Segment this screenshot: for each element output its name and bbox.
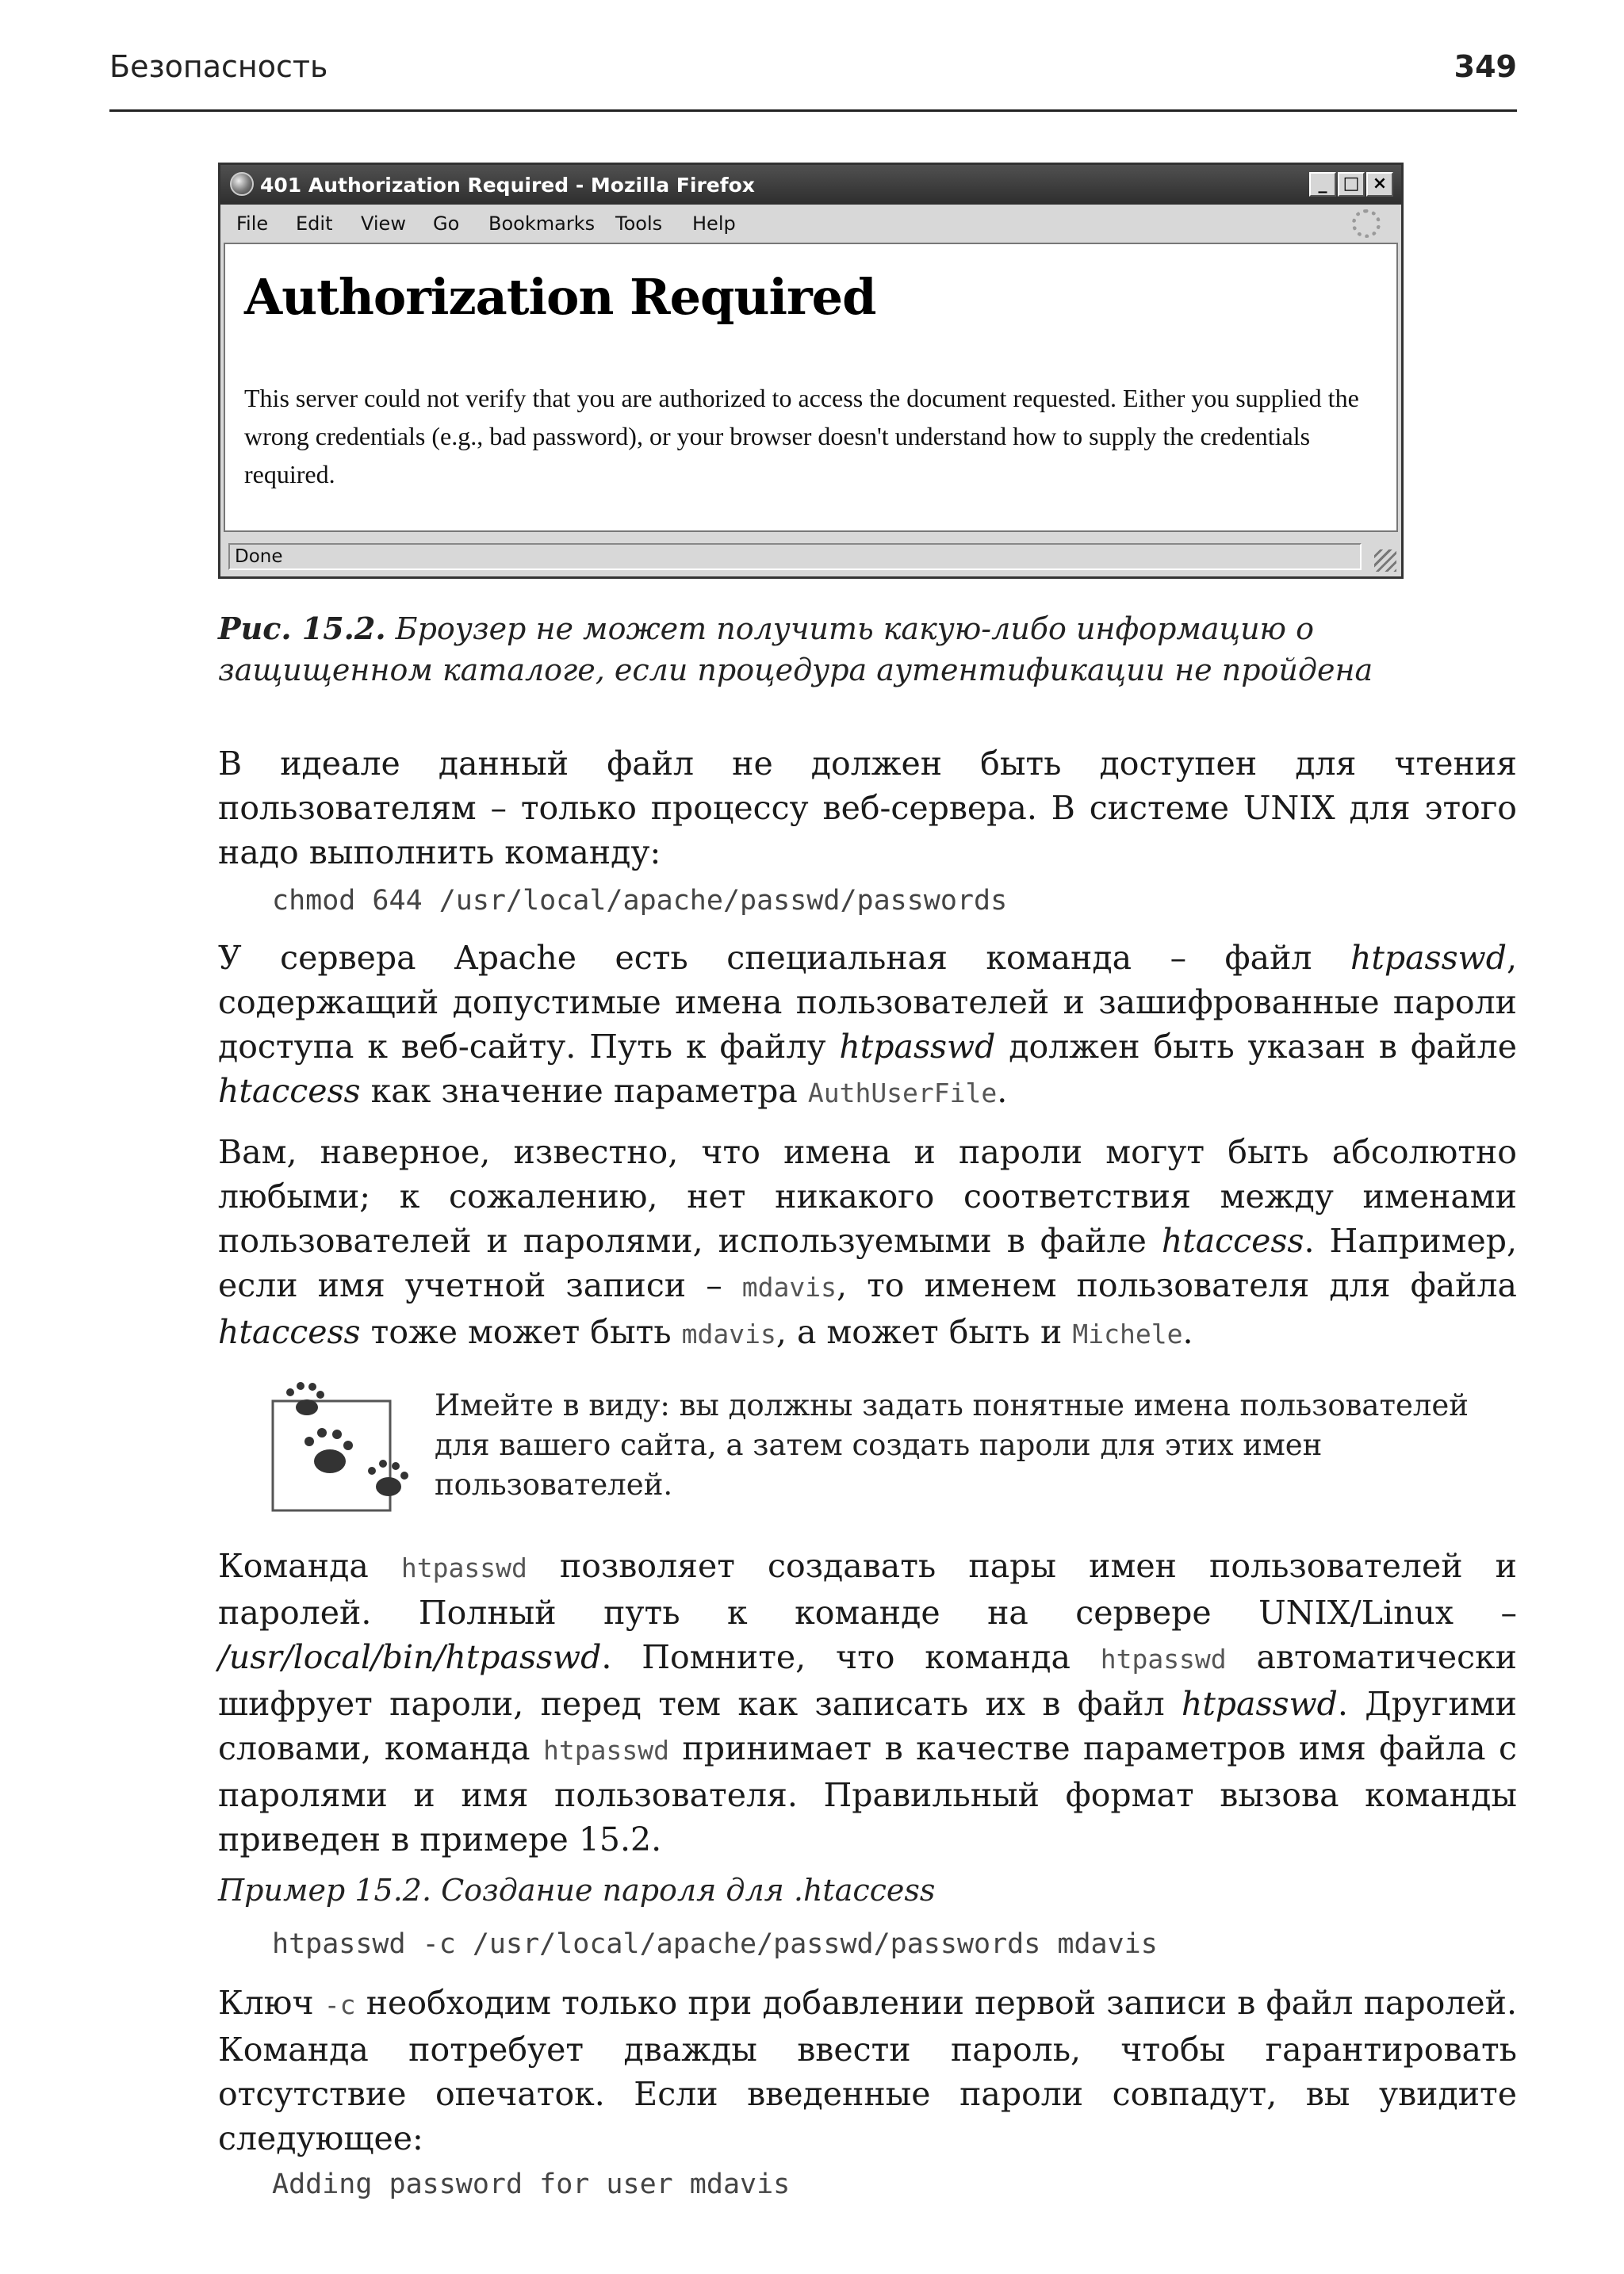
code-htpasswd: htpasswd -c /usr/local/apache/passwd/passwords mdavis	[272, 1928, 1158, 1960]
example-title: Пример 15.2. Создание пароля для .htaccess	[218, 1873, 936, 1908]
text: , а может быть и	[776, 1313, 1073, 1351]
throbber-icon	[1352, 209, 1381, 238]
menu-tools[interactable]: Tools	[615, 212, 663, 235]
text: У сервера Apache есть специальная команда – файл	[218, 939, 1350, 977]
inline-code: Michele	[1072, 1319, 1183, 1349]
path: /usr/local/bin/htpasswd	[218, 1638, 602, 1676]
text: . Например, если имя учетной записи –	[218, 1222, 1517, 1304]
title-bar	[220, 165, 1401, 205]
text: .	[1182, 1313, 1193, 1351]
text: . Помните, что команда	[601, 1638, 1101, 1676]
window-title: 401 Authorization Required - Mozilla Firefox	[260, 174, 755, 197]
figure-caption	[218, 608, 1487, 691]
menu-go[interactable]: Go	[433, 212, 460, 235]
menu-help[interactable]: Help	[692, 212, 736, 235]
menu-bar	[220, 205, 1401, 243]
inline-code: htpasswd	[400, 1552, 527, 1583]
menu-file[interactable]: File	[236, 212, 269, 235]
text: Вам, наверное, известно, что имена и пароли могут быть абсолютно любыми; к сожалению, нет никакого соответствия между именами пользователей и паролями, используемыми в файле	[218, 1133, 1517, 1260]
window-controls	[1308, 172, 1393, 197]
text: . Другими словами, команда	[218, 1685, 1517, 1767]
paragraph-5	[218, 1981, 1517, 2161]
minimize-button[interactable]: _	[1309, 172, 1336, 197]
menu-view[interactable]: View	[361, 212, 406, 235]
note-text: Имейте в виду: вы должны задать понятные имена пользователей для вашего сайта, а затем создать пароли для этих имен пользователей.	[435, 1388, 1469, 1502]
menu-edit[interactable]: Edit	[296, 212, 333, 235]
code-chmod: chmod 644 /usr/local/apache/passwd/passwords	[272, 885, 1008, 917]
page-content	[224, 243, 1398, 532]
menu-bookmarks[interactable]: Bookmarks	[488, 212, 596, 235]
page-number: 349	[1454, 49, 1517, 84]
status-text: Done	[228, 543, 1362, 570]
inline-code: AuthUserFile	[807, 1078, 998, 1108]
filename: htpasswd	[1181, 1685, 1338, 1723]
inline-code: mdavis	[741, 1272, 837, 1303]
inline-code: htpasswd	[1100, 1644, 1227, 1675]
running-header	[109, 49, 1517, 112]
filename: htpasswd	[1350, 939, 1507, 977]
figure-caption-text: Броузер не может получить какую-либо информацию о защищенном каталоге, если процедура аутентификации не пройдена	[218, 611, 1373, 687]
inline-code: htpasswd	[543, 1735, 669, 1766]
paragraph-3	[218, 1130, 1517, 1357]
text: Команда	[218, 1547, 401, 1585]
paw-prints-icon	[270, 1376, 420, 1514]
browser-screenshot	[218, 163, 1404, 579]
filename: htpasswd	[839, 1028, 996, 1066]
error-message: This server could not verify that you are authorized to access the document requested. Either you supplied the wrong credentials (e.g., bad password), or your browser doesn't understand how to supply the credentials required.	[244, 384, 1359, 488]
figure-label: Рис. 15.2.	[218, 611, 386, 646]
section-title: Безопасность	[109, 49, 328, 84]
close-button[interactable]: ×	[1366, 172, 1393, 197]
text: Ключ	[218, 1984, 324, 2022]
text: , содержащий допустимые имена пользователей и зашифрованные пароли доступа к веб-сайту. Путь к файлу	[218, 939, 1517, 1066]
text: тоже может быть	[360, 1313, 682, 1351]
text: принимает в качестве параметров имя файла с паролями и имя пользователя. Правильный формат вызова команды приведен в примере 15.2.	[218, 1729, 1518, 1859]
status-bar	[220, 535, 1401, 576]
error-heading: Authorization Required	[244, 268, 876, 326]
paragraph-2	[218, 936, 1517, 1116]
filename: htaccess	[218, 1313, 361, 1351]
text: , то именем пользователя для файла	[837, 1266, 1518, 1304]
text: должен быть указан в файле	[995, 1028, 1517, 1066]
text: позволяет создавать пары имен пользователей и паролей. Полный путь к команде на сервере UNIX/Linux –	[218, 1547, 1517, 1632]
maximize-button[interactable]: □	[1338, 172, 1365, 197]
text: .	[997, 1072, 1008, 1110]
filename: htaccess	[218, 1072, 361, 1110]
resize-grip-icon[interactable]	[1374, 549, 1396, 572]
code-output: Adding password for user mdavis	[272, 2169, 791, 2200]
text: как значение параметра	[360, 1072, 808, 1110]
text: необходим только при добавлении первой записи в файл паролей. Команда потребует дважды ввести пароль, чтобы гарантировать отсутствие опечаток. Если введенные пароли совпадут, вы увидите следующее:	[218, 1984, 1517, 2157]
inline-code: mdavis	[681, 1319, 776, 1349]
paragraph-4	[218, 1544, 1517, 1862]
filename: htaccess	[1161, 1222, 1304, 1260]
firefox-logo-icon	[230, 172, 254, 196]
inline-code: -c	[324, 1989, 356, 2020]
text: автоматически шифрует пароли, перед тем как записать их в файл	[218, 1638, 1517, 1723]
paragraph-1: В идеале данный файл не должен быть доступен для чтения пользователям – только процессу веб-сервера. В системе UNIX для этого надо выполнить команду:	[218, 745, 1517, 871]
